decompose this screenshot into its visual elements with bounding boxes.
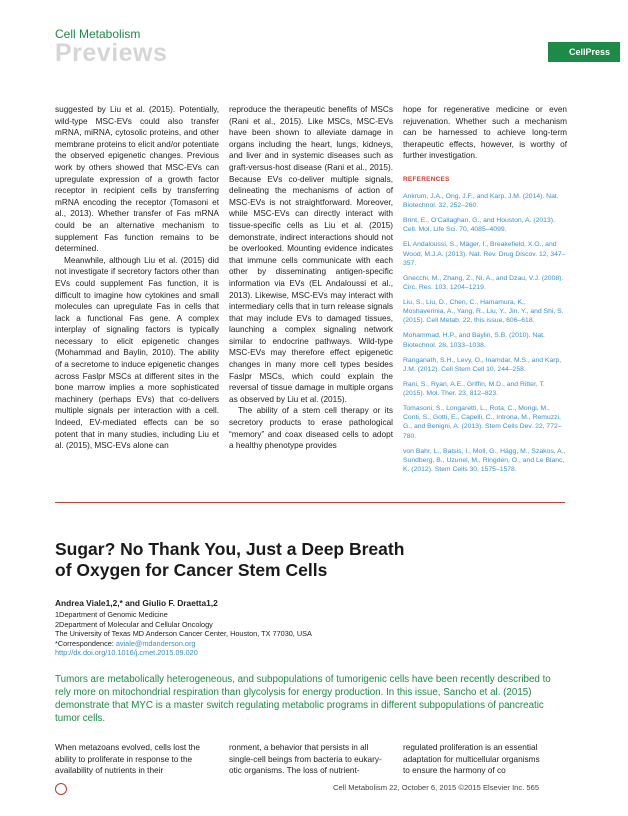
reference-item[interactable]: Ankrum, J.A., Ong, J.F., and Karp, J.M. (2014). Nat. Biotechnol. 32, 252–260. bbox=[403, 192, 559, 210]
journal-name: Cell Metabolism bbox=[55, 27, 141, 41]
reference-item[interactable]: EL Andaloussi, S., Mäger, I., Breakefield, X.O., and Wood, M.J.A. (2013). Nat. Rev. Drug Discov. 12, 347–357. bbox=[403, 241, 566, 267]
bottom-col3-line-2: adaptation for multicellular organisms bbox=[403, 754, 540, 764]
bottom-column-2 bbox=[229, 742, 393, 777]
affiliation-2: 2Department of Molecular and Cellular Oncology bbox=[55, 619, 213, 629]
col1-paragraph-1: suggested by Liu et al. (2015). Potentially, wild-type MSC-EVs could also transfer mRNA, miRNA, cytosolic proteins, and other membrane proteins to elicit and/or potentiate the observed epigenetic changes. Previous work by others showed that MSC-EVs can upregulate expression of a growth factor receptor in recipient cells by transferring mRNA encoding the receptor (Tomasoni et al., 2013). Whether transfer of Fas mRNA could be an alternative mechanism to supplement Fas function remains to be determined. bbox=[55, 105, 219, 254]
reference-item[interactable]: Mohammad, H.P., and Baylin, S.B. (2010). Nat. Biotechnol. 28, 1033–1038. bbox=[403, 332, 545, 349]
bottom-col2-line-2: single-cell beings from bacteria to eukary- bbox=[229, 754, 382, 764]
column-1 bbox=[55, 104, 219, 452]
affiliations bbox=[55, 610, 312, 658]
reference-item[interactable]: Brint, E., O’Callaghan, G., and Houston, A. (2013). Cell. Mol. Life Sci. 70, 4085–4099. bbox=[403, 217, 555, 234]
section-divider bbox=[55, 502, 565, 503]
bottom-column-3 bbox=[403, 742, 567, 777]
references-list bbox=[403, 192, 567, 474]
cellpress-logo: CellPress bbox=[548, 42, 620, 62]
reference-item[interactable]: Ranganath, S.H., Levy, O., Inamdar, M.S., and Karp, J.M. (2012). Cell Stem Cell 10, 244–258. bbox=[403, 356, 562, 373]
section-title: Previews bbox=[55, 39, 168, 67]
reference-item[interactable]: Rani, S., Ryan, A.E., Griffin, M.D., and Ritter, T. (2015). Mol. Ther. 23, 812–823. bbox=[403, 380, 545, 397]
article-title-line-2: of Oxygen for Cancer Stem Cells bbox=[55, 560, 328, 580]
affiliation-1: 1Department of Genomic Medicine bbox=[55, 610, 168, 619]
bottom-col2-line-3: otic organisms. The loss of nutrient- bbox=[229, 766, 360, 776]
bottom-col1-line-2: ability to proliferate in response to the bbox=[55, 754, 193, 764]
reference-item[interactable]: Liu, S., Liu, D., Chen, C., Hamamura, K., Moshaverinia, A., Yang, R., Liu, Y., Jin, Y., and Shi, S. (2015). Cell Metab. 22, this issue, 606–618. bbox=[403, 298, 564, 325]
crossmark-icon[interactable] bbox=[55, 783, 67, 795]
bottom-col1-line-3: availability of nutrients in their bbox=[55, 766, 164, 776]
correspondence bbox=[55, 639, 312, 649]
article-title bbox=[55, 539, 404, 581]
col1-paragraph-2: Meanwhile, although Liu et al. (2015) did not investigate if secretory factors other than EVs could supplement Fas function, it is difficult to imagine how cytokines and small molecules can upregulate Fas in cells that lack a functional Fas gene. A complex interplay of signaling factors is typically necessary to elicit epigenetic changes (Mohammad and Baylin, 2010). The ability of a secretome to induce epigenetic changes across Faslpr MSCs at different sites in the bone marrow implies a more sophisticated machinery (perhaps EVs) that co-delivers multiple signals per interaction with a cell. Indeed, EV-mediated effects can be so potent that in many studies, including Liu et al. (2015), MSC-EVs alone can bbox=[55, 255, 219, 451]
doi-link[interactable]: http://dx.doi.org/10.1016/j.cmet.2015.09.020 bbox=[55, 648, 198, 658]
column-2 bbox=[229, 104, 393, 452]
page-footer: Cell Metabolism 22, October 6, 2015 ©2015 Elsevier Inc. 565 bbox=[333, 783, 540, 792]
affiliation-3: The University of Texas MD Anderson Cancer Center, Houston, TX 77030, USA bbox=[55, 629, 312, 639]
correspondence-label: *Correspondence: bbox=[55, 638, 114, 648]
references-heading: REFERENCES bbox=[403, 175, 450, 183]
reference-item[interactable]: von Bahr, L., Batsis, I., Moll, G., Hägg, M., Szakos, A., Sundberg, B., Uzunel, M., Ringdén, O., and Le Blanc, K. (2012). Stem Cells 30, 1575–1578. bbox=[403, 447, 566, 474]
email-link[interactable]: aviale@mdanderson.org bbox=[115, 638, 196, 648]
bottom-col3-line-3: to ensure the harmony of co bbox=[403, 766, 506, 776]
bottom-column-1 bbox=[55, 742, 219, 777]
col2-paragraph-1: reproduce the therapeutic benefits of MSCs (Rani et al., 2015). Like MSCs, MSC-EVs have been shown to alleviate damage in organs including the heart, lungs, kidneys, and liver and in systemic diseases such as graft-versus-host disease (Rani et al., 2015). Because EVs co-deliver multiple signals, delineating the mechanisms of action of MSC-EVs is not straightforward. Moreover, while MSC-EVs can directly interact with tissue-specific cells as Liu et al. (2015) demonstrate, indirect interactions should not be overlooked. Mounting evidence indicates that immune cells communicate with each other by disseminating antigen-specific information via EVs (EL Andaloussi et al., 2013). Likewise, MSC-EVs may interact with intermediary cells that in turn release signals that may include EVs to damaged tissues, launching a complex signaling network similar to endocrine pathways. Wild-type MSC-EVs may therefore effect epigenetic changes in many more cell types besides Faslpr MSCs, which could explain the reversal of tissue damage in multiple organs as observed by Liu et al. (2015). bbox=[229, 105, 393, 404]
bottom-col3-line-1: regulated proliferation is an essential bbox=[403, 743, 538, 752]
article-summary: Tumors are metabolically heterogeneous, and subpopulations of tumorigenic cells have been recently described to rely more on mitochondrial respiration than glycolysis for energy production. In this issue, Sancho et al. (2015) demonstrate that MYC is a master switch regulating metabolic programs in different subpopulations of pancreatic tumor cells. bbox=[55, 674, 551, 724]
col2-paragraph-2: The ability of a stem cell therapy or its secretory products to erase pathological “memory” and coax diseased cells to adopt a healthy phenotype provides bbox=[229, 406, 393, 451]
reference-item[interactable]: Gnecchi, M., Zhang, Z., Ni, A., and Dzau, V.J. (2008). Circ. Res. 103, 1204–1219. bbox=[403, 274, 564, 291]
bottom-col2-line-1: ronment, a behavior that persists in all bbox=[229, 743, 369, 752]
bottom-col1-line-1: When metazoans evolved, cells lost the bbox=[55, 743, 200, 752]
article-authors: Andrea Viale1,2,* and Giulio F. Draetta1,2 bbox=[55, 598, 218, 608]
reference-item[interactable]: Tomasoni, S., Longaretti, L., Rota, C., Morigi, M., Conti, S., Gotti, E., Capelli, C., Introna, M., Remuzzi, G., and Benigni, A. (2013). Stem Cells Dev. 22, 772–780. bbox=[403, 405, 562, 440]
col3-paragraph-1: hope for regenerative medicine or even rejuvenation. Whether such a mechanism can be harnessed to achieve long-term therapeutic effects, however, is worthy of further investigation. bbox=[403, 105, 567, 161]
column-3 bbox=[403, 104, 567, 480]
article-title-line-1: Sugar? No Thank You, Just a Deep Breath bbox=[55, 539, 405, 559]
